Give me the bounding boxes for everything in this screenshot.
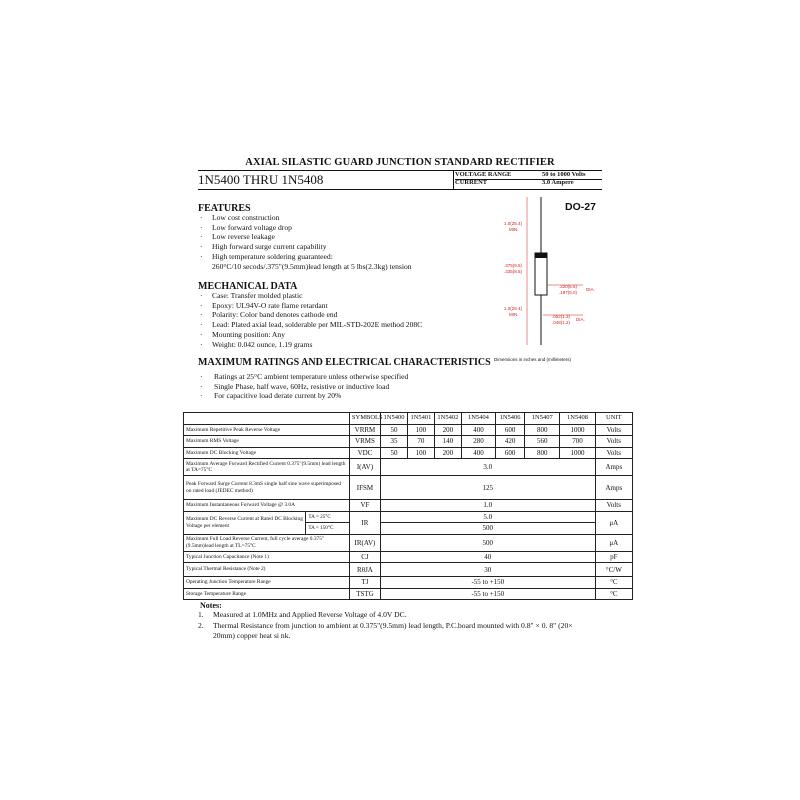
ratings-list [198,372,408,401]
part-header: 1N5407 [525,413,560,425]
table-row [184,447,633,459]
part-number-range: 1N5400 THRU 1N5408 [198,172,324,187]
dim-lead-bottom-min: MIN. [509,312,519,317]
cell-value: -55 to +150 [381,588,596,600]
dim-lead-top: 1.0(25.4) [504,221,523,226]
param-unit: μA [595,511,632,534]
list-item: · Low reverse leakage [198,232,412,242]
note-number: 1. [198,610,204,619]
part-header: 1N5402 [434,413,461,425]
param-unit: °C [595,588,632,600]
param-desc: Maximum Repetitive Peak Reverse Voltage [184,424,350,436]
part-header: 1N5400 [381,413,408,425]
header-bottom-rule [198,189,602,190]
cell-value: 280 [461,436,495,448]
cell-value: 200 [434,424,461,436]
cell-value: 500 [381,523,596,535]
param-unit: pF [595,551,632,563]
symbols-header: SYMBOLS [349,413,380,425]
param-symbol: VDC [349,447,380,459]
param-unit: Amps [595,459,632,476]
package-outline-drawing [455,195,605,355]
voltage-range-label: VOLTAGE RANGE [455,171,512,178]
cell-value: 800 [525,424,560,436]
param-symbol: TJ [349,577,380,589]
cell-value: 700 [560,436,595,448]
ratings-table [183,412,633,600]
cell-value: 1000 [560,447,595,459]
diode-body [535,253,547,295]
note-item [198,621,573,632]
dim-body-dia-1: .220(5.6) [559,284,578,289]
ratings-labels [455,171,511,187]
notes-heading: Notes: [200,601,222,610]
note-text: 20mm) copper heat si nk. [213,631,291,640]
dim-lead-top-min: MIN. [509,227,519,232]
param-symbol: VRRM [349,424,380,436]
list-item: · Case: Transfer molded plastic [198,291,422,301]
package-name: DO-27 [565,201,596,213]
dim-lead-dia-label: DIA. [576,317,585,322]
dim-body-dia-label: DIA. [586,287,595,292]
cell-value: 50 [381,424,408,436]
current-label: CURRENT [455,179,488,186]
dim-lead-dia-1: .052(1.3) [552,314,571,319]
mechanical-heading: MECHANICAL DATA [198,281,298,292]
param-desc: Operating Junction Temperature Range [184,577,350,589]
cell-value: 800 [525,447,560,459]
param-desc: Maximum RMS Voltage [184,436,350,448]
param-symbol: TSTG [349,588,380,600]
list-item: · Lead: Plated axial lead, solderable per MIL-STD-202E method 208C [198,320,422,330]
dimension-labels [504,221,595,325]
header-divider [453,170,454,189]
table-row [184,577,633,589]
cell-value: 600 [496,424,525,436]
features-list [198,213,412,271]
cell-value: 400 [461,447,495,459]
param-symbol: IFSM [349,476,380,500]
features-heading: FEATURES [198,203,251,214]
ratings-values [542,171,586,187]
unit-header: UNIT [595,413,632,425]
param-unit: °C/W [595,563,632,577]
table-row [184,534,633,551]
param-symbol: IR [349,511,380,534]
param-desc: Peak Forward Surge Current 8.3mS single half sine wave superimposed on rated load (JEDEC method) [184,476,350,500]
param-desc: Maximum DC Reverse Current at Rated DC Blocking Voltage per element [184,511,306,534]
param-symbol: I(AV) [349,459,380,476]
cell-value: 125 [381,476,596,500]
dimensions-caption: Dimensions in inches and (millimeters) [494,357,572,362]
list-item: · Polarity: Color band denotes cathode end [198,310,422,320]
note-item [198,610,573,621]
param-desc: Storage Temperature Range [184,588,350,600]
table-row [184,436,633,448]
note-number: 2. [198,620,204,630]
param-unit: Volts [595,447,632,459]
param-unit: Volts [595,436,632,448]
note-text: Measured at 1.0MHz and Applied Reverse Voltage of 4.0V DC. [213,610,407,619]
param-symbol: CJ [349,551,380,563]
param-unit: °C [595,577,632,589]
param-unit: Amps [595,476,632,500]
part-header: 1N5401 [407,413,434,425]
list-item: · For capacitive load derate current by 20% [198,391,408,401]
dim-body-len-2: .335(8.5) [504,269,523,274]
cell-value: 70 [407,436,434,448]
cell-value: 100 [407,447,434,459]
cell-value: 1.0 [381,500,596,512]
ratings-heading: MAXIMUM RATINGS AND ELECTRICAL CHARACTERISTICS [198,357,491,368]
cathode-band [535,253,547,258]
param-symbol: IR(AV) [349,534,380,551]
dim-body-len-1: .375(9.5) [504,263,523,268]
table-header-blank [184,413,350,425]
table-row [184,563,633,577]
list-item: · High temperature soldering guaranteed: [198,252,412,262]
cell-value: 40 [381,551,596,563]
part-header: 1N5408 [560,413,595,425]
table-row [184,511,633,523]
cell-value: 560 [525,436,560,448]
param-desc: Maximum Instantaneous Forward Voltage @ 3.0A [184,500,350,512]
cell-value: 140 [434,436,461,448]
param-desc: Typical Thermal Resistance (Note 2) [184,563,350,577]
list-item: · Epoxy: UL94V-O rate flame retardant [198,301,422,311]
list-item: · Low cost construction [198,213,412,223]
param-unit: μA [595,534,632,551]
list-item: · High forward surge current capability [198,242,412,252]
param-symbol: VF [349,500,380,512]
param-desc: Typical Junction Capacitance (Note 1) [184,551,350,563]
voltage-range-value: 50 to 1000 Volts [542,171,586,178]
param-symbol: VRMS [349,436,380,448]
table-row [184,551,633,563]
cell-value: 30 [381,563,596,577]
cell-value: 35 [381,436,408,448]
mechanical-list [198,291,422,349]
note-text: Thermal Resistance from junction to ambient at 0.375"(9.5mm) lead length, P.C.board mounted with 0.8" × 0. 8" (20× [213,620,573,630]
table-row [184,500,633,512]
list-item: · Ratings at 25°C ambient temperature unless otherwise specified [198,372,408,382]
cell-value: -55 to +150 [381,577,596,589]
param-symbol: RθJA [349,563,380,577]
part-header: 1N5404 [461,413,495,425]
cell-value: 100 [407,424,434,436]
list-item: · Weight: 0.042 ounce, 1.19 grams [198,340,422,350]
param-unit: Volts [595,500,632,512]
cell-value: 600 [496,447,525,459]
note-item [198,631,573,642]
list-item: · Single Phase, half wave, 60Hz, resistive or inductive load [198,382,408,392]
current-value: 3.0 Ampere [542,179,574,186]
cell-value: 1000 [560,424,595,436]
table-row [184,424,633,436]
dim-lead-dia-2: .048(1.2) [552,320,571,325]
cell-value: 500 [381,534,596,551]
dim-body-dia-2: .197(5.0) [559,290,578,295]
table-header-row [184,413,633,425]
cell-value: 420 [496,436,525,448]
list-item: 260°C/10 secods/.375"(9.5mm)lead length at 5 lbs(2.3kg) tension [212,261,412,271]
cell-value: 50 [381,447,408,459]
cell-value: 5.0 [381,511,596,523]
notes-list [198,610,573,642]
param-desc: Maximum Average Forward Rectified Current 0.375"(9.5mm) lead length at TA=75°C [184,459,350,476]
document-title: AXIAL SILASTIC GUARD JUNCTION STANDARD RECTIFIER [245,157,555,168]
param-unit: Volts [595,424,632,436]
param-desc: Maximum Full Load Reverse Current, full cycle average 0.375"(9.5mm)lead length at TL=75°C [184,534,350,551]
param-condition: TA = 150°C [306,523,350,535]
part-header: 1N5406 [496,413,525,425]
list-item: · Low forward voltage drop [198,223,412,233]
table-row [184,476,633,500]
cell-value: 400 [461,424,495,436]
param-desc: Maximum DC Blocking Voltage [184,447,350,459]
param-condition: TA = 25°C [306,511,350,523]
list-item: · Mounting position: Any [198,330,422,340]
dim-lead-bottom: 1.0(25.4) [504,306,523,311]
table-row [184,459,633,476]
table-row [184,588,633,600]
cell-value: 200 [434,447,461,459]
cell-value: 3.0 [381,459,596,476]
